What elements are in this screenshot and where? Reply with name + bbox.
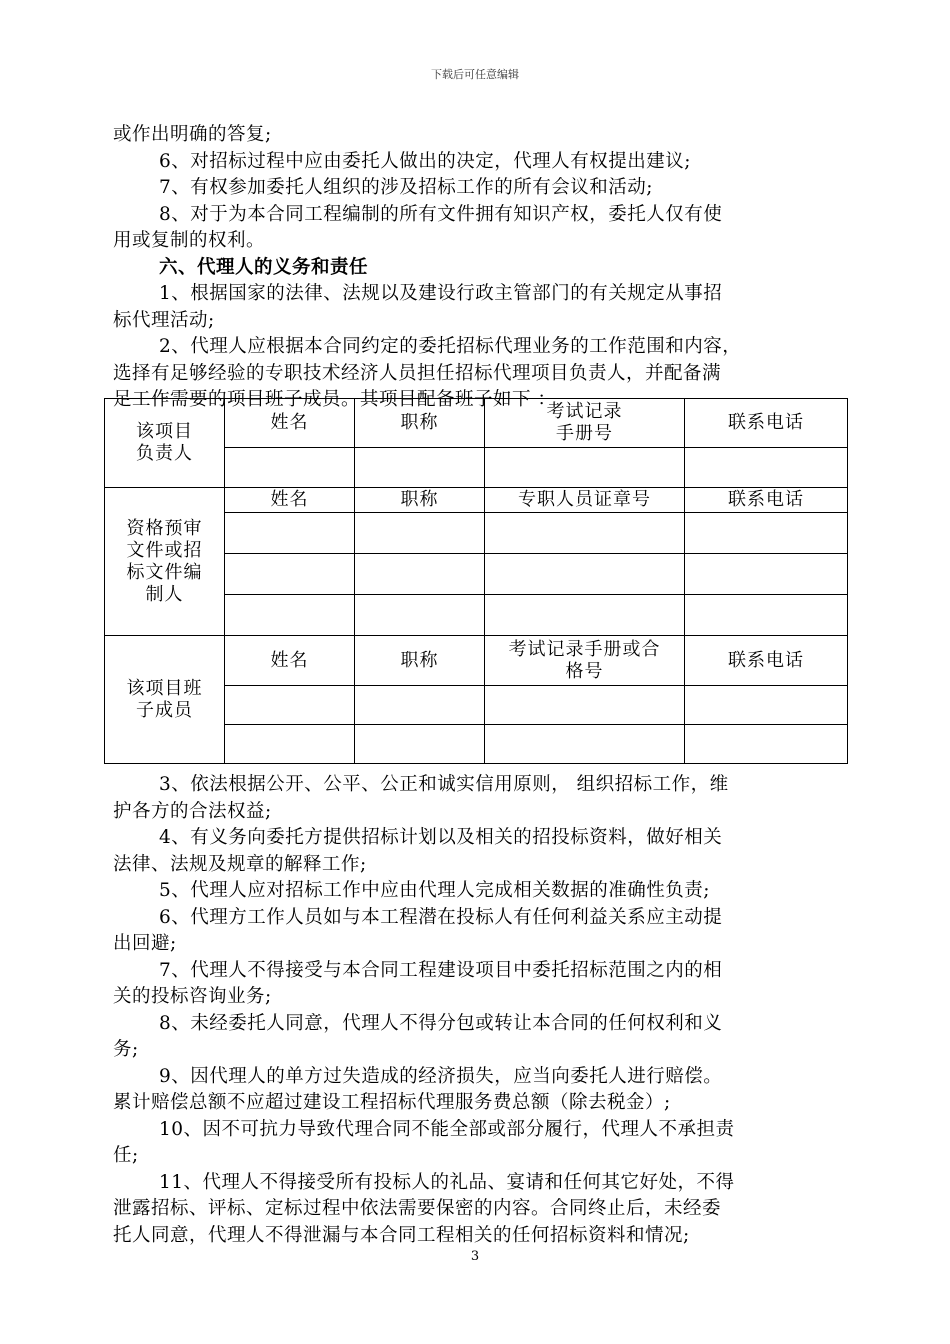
role-label-line: 资格预审: [126, 517, 203, 539]
paragraph-line: 务;: [113, 1039, 139, 1060]
role-label-line: 该项目: [136, 421, 193, 442]
empty-cell: [225, 595, 355, 636]
paragraph-line: 2、代理人应根据本合同约定的委托招标代理业务的工作范围和内容，: [159, 336, 742, 357]
paragraph-line: 10、因不可抗力导致代理合同不能全部或部分履行，代理人不承担责: [159, 1118, 735, 1140]
paragraph-line: 法律、法规及规章的解释工作;: [113, 853, 367, 875]
empty-cell: [685, 725, 848, 764]
role-label-line: 制人: [145, 583, 184, 605]
column-header-title: 职称: [355, 488, 485, 513]
empty-cell: [685, 686, 848, 725]
role-cell-document-preparer: [105, 488, 225, 636]
column-header-cert: [485, 636, 685, 686]
paragraph-line: 托人同意，代理人不得泄漏与本合同工程相关的任何招标资料和情况;: [113, 1224, 690, 1246]
upper-body-text: [113, 122, 848, 414]
page-header: 下载后可任意编辑: [431, 68, 519, 81]
column-header-name: 姓名: [225, 488, 355, 513]
column-header-phone: 联系电话: [685, 399, 848, 448]
paragraph-line: 7、有权参加委托人组织的涉及招标工作的所有会议和活动;: [159, 177, 654, 198]
paragraph-line: 1、根据国家的法律、法规以及建设行政主管部门的有关规定从事招: [159, 283, 723, 304]
empty-cell: [355, 448, 485, 488]
paragraph-line: 7、代理人不得接受与本合同工程建设项目中委托招标范围之内的相: [159, 959, 723, 981]
empty-cell: [355, 554, 485, 595]
role-cell-team-members: [105, 636, 225, 764]
project-team-table: [104, 398, 848, 764]
column-header-cert: 专职人员证章号: [485, 488, 685, 513]
section-heading: 六、代理人的义务和责任: [159, 256, 369, 278]
paragraph-line: 泄露招标、评标、定标过程中依法需要保密的内容。合同终止后，未经委: [113, 1198, 722, 1219]
empty-cell: [485, 448, 685, 488]
role-label-line: 子成员: [136, 699, 193, 721]
paragraph-line: 关的投标咨询业务;: [113, 986, 272, 1007]
role-label-line: 负责人: [136, 443, 193, 464]
paragraph-line: 足工作需要的项目班子成员。其项目配备班子如下 ：: [113, 389, 557, 410]
role-cell-project-leader: [105, 399, 225, 488]
paragraph-line: 9、因代理人的单方过失造成的经济损失，应当向委托人进行赔偿。: [159, 1065, 723, 1087]
column-header-phone: 联系电话: [685, 636, 848, 686]
paragraph-line: 8、未经委托人同意，代理人不得分包或转让本合同的任何权利和义: [159, 1012, 723, 1034]
empty-cell: [355, 595, 485, 636]
paragraph-line: 护各方的合法权益;: [113, 800, 272, 822]
empty-cell: [225, 513, 355, 554]
empty-cell: [485, 725, 685, 764]
cert-header-line: 考试记录: [546, 401, 623, 422]
empty-cell: [355, 725, 485, 764]
cert-header-line: 手册号: [556, 423, 613, 444]
paragraph-line: 3、依法根据公开、公平、公正和诚实信用原则， 组织招标工作，维: [159, 774, 729, 795]
paragraph-line: 任;: [113, 1145, 139, 1166]
cert-header-line: 考试记录手册或合: [508, 638, 661, 660]
paragraph-line: 8、对于为本合同工程编制的所有文件拥有知识产权，委托人仅有使: [159, 203, 723, 225]
empty-cell: [685, 554, 848, 595]
empty-cell: [485, 554, 685, 595]
paragraph-line: 选择有足够经验的专职技术经济人员担任招标代理项目负责人，并配备满: [113, 362, 722, 384]
empty-cell: [485, 595, 685, 636]
empty-cell: [225, 448, 355, 488]
paragraph-line: 用或复制的权利。: [113, 230, 266, 251]
lower-body-text: [113, 772, 848, 1249]
empty-cell: [485, 686, 685, 725]
column-header-cert: [485, 399, 685, 448]
paragraph-line: 11、代理人不得接受所有投标人的礼品、宴请和任何其它好处，不得: [159, 1171, 735, 1193]
empty-cell: [225, 686, 355, 725]
role-label-line: 文件或招: [126, 539, 203, 561]
column-header-title: 职称: [355, 399, 485, 448]
column-header-title: 职称: [355, 636, 485, 686]
paragraph-line: 或作出明确的答复;: [113, 124, 272, 145]
paragraph-line: 4、有义务向委托方提供招标计划以及相关的招投标资料，做好相关: [159, 827, 723, 848]
empty-cell: [685, 513, 848, 554]
empty-cell: [225, 554, 355, 595]
empty-cell: [355, 513, 485, 554]
empty-cell: [485, 513, 685, 554]
paragraph-line: 出回避;: [113, 933, 177, 954]
column-header-phone: 联系电话: [685, 488, 848, 513]
column-header-name: 姓名: [225, 636, 355, 686]
empty-cell: [685, 448, 848, 488]
paragraph-line: 6、对招标过程中应由委托人做出的决定，代理人有权提出建议;: [159, 150, 692, 172]
paragraph-line: 6、代理方工作人员如与本工程潜在投标人有任何利益关系应主动提: [159, 906, 723, 928]
paragraph-line: 累计赔偿总额不应超过建设工程招标代理服务费总额（除去税金）;: [113, 1092, 671, 1113]
empty-cell: [685, 595, 848, 636]
cert-header-line: 格号: [565, 660, 604, 682]
role-label-line: 标文件编: [126, 561, 203, 583]
paragraph-line: 5、代理人应对招标工作中应由代理人完成相关数据的准确性负责;: [159, 880, 711, 901]
role-label-line: 该项目班: [126, 677, 203, 699]
empty-cell: [225, 725, 355, 764]
page-number: 3: [470, 1249, 480, 1264]
empty-cell: [355, 686, 485, 725]
paragraph-line: 标代理活动;: [113, 309, 215, 331]
column-header-name: 姓名: [225, 399, 355, 448]
